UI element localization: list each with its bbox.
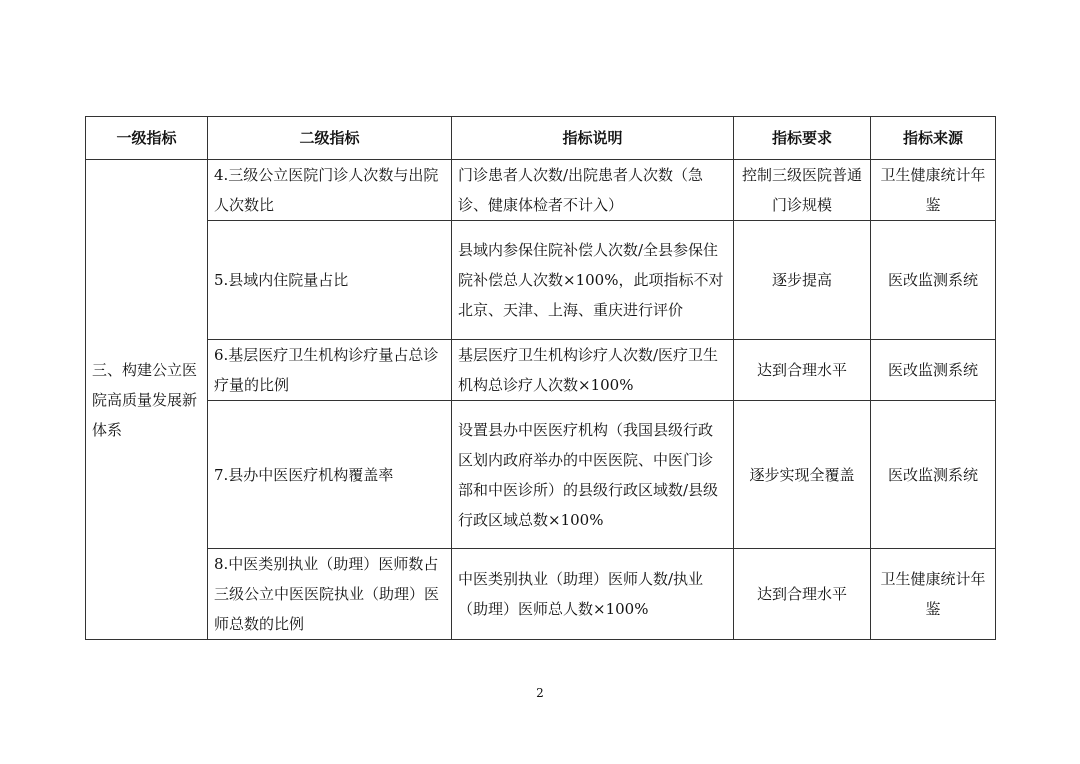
header-source: 指标来源	[871, 117, 996, 160]
level2-cell: 8.中医类别执业（助理）医师数占三级公立中医医院执业（助理）医师总数的比例	[208, 549, 452, 640]
level2-cell: 5.县域内住院量占比	[208, 221, 452, 340]
table-row	[86, 160, 996, 221]
requirement-cell: 逐步实现全覆盖	[734, 401, 871, 549]
description-cell: 基层医疗卫生机构诊疗人次数/医疗卫生机构总诊疗人次数×100%	[452, 340, 734, 401]
source-cell: 卫生健康统计年鉴	[871, 549, 996, 640]
source-cell: 医改监测系统	[871, 221, 996, 340]
table-row	[86, 221, 996, 340]
requirement-cell: 达到合理水平	[734, 340, 871, 401]
table-row	[86, 549, 996, 640]
page-number: 2	[536, 686, 544, 700]
level2-cell: 6.基层医疗卫生机构诊疗量占总诊疗量的比例	[208, 340, 452, 401]
description-cell: 设置县办中医医疗机构（我国县级行政区划内政府举办的中医医院、中医门诊部和中医诊所）的县级行政区域数/县级行政区域总数×100%	[452, 401, 734, 549]
source-cell: 医改监测系统	[871, 401, 996, 549]
source-cell: 医改监测系统	[871, 340, 996, 401]
table-row	[86, 340, 996, 401]
description-cell: 门诊患者人次数/出院患者人次数（急诊、健康体检者不计入）	[452, 160, 734, 221]
indicator-table	[85, 116, 996, 640]
source-cell: 卫生健康统计年鉴	[871, 160, 996, 221]
requirement-cell: 控制三级医院普通门诊规模	[734, 160, 871, 221]
requirement-cell: 逐步提高	[734, 221, 871, 340]
level1-cell: 三、构建公立医院高质量发展新体系	[86, 160, 208, 640]
header-description: 指标说明	[452, 117, 734, 160]
description-cell: 县域内参保住院补偿人次数/全县参保住院补偿总人次数×100%，此项指标不对北京、天津、上海、重庆进行评价	[452, 221, 734, 340]
table-header-row	[86, 117, 996, 160]
header-level2: 二级指标	[208, 117, 452, 160]
requirement-cell: 达到合理水平	[734, 549, 871, 640]
header-requirement: 指标要求	[734, 117, 871, 160]
description-cell: 中医类别执业（助理）医师人数/执业（助理）医师总人数×100%	[452, 549, 734, 640]
level2-cell: 7.县办中医医疗机构覆盖率	[208, 401, 452, 549]
header-level1: 一级指标	[86, 117, 208, 160]
table-row	[86, 401, 996, 549]
level2-cell: 4.三级公立医院门诊人次数与出院人次数比	[208, 160, 452, 221]
